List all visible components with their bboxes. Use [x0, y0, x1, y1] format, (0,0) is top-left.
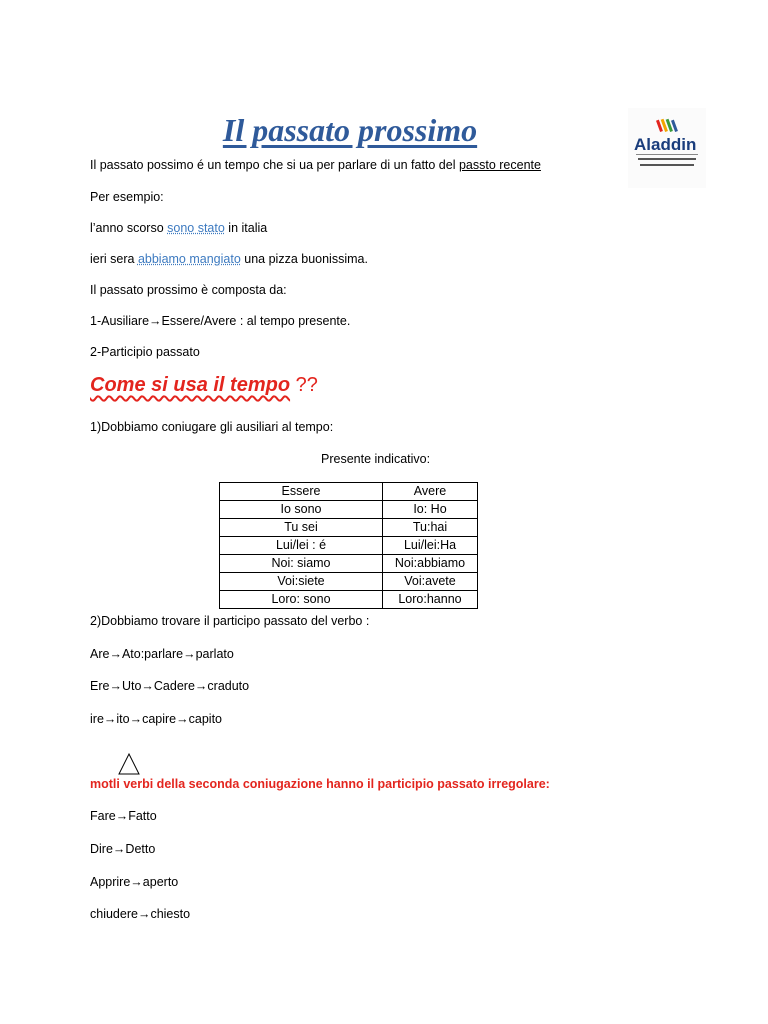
table-row — [220, 501, 478, 519]
irregular-verb: chiudere→chiesto — [90, 907, 191, 921]
example-2-end: una pizza buonissima. — [240, 252, 368, 266]
composed-line: Il passato prossimo è composta da: — [90, 283, 287, 297]
step-2: 2)Dobbiamo trovare il participo passato del verbo : — [90, 614, 370, 628]
table-cell: Loro:hanno — [383, 591, 478, 609]
logo-stripes-icon — [656, 119, 678, 132]
example-1 — [90, 221, 267, 235]
step-1: 1)Dobbiamo coniugare gli ausiliari al tempo: — [90, 420, 334, 434]
point-1: 1-Ausiliare→Essere/Avere : al tempo presente. — [90, 314, 351, 328]
example-1-start: l’anno scorso — [90, 221, 168, 235]
table-cell: Io: Ho — [383, 501, 478, 519]
column-header: Essere — [220, 483, 383, 501]
table-row — [220, 555, 478, 573]
table-header-row — [220, 483, 478, 501]
example-2 — [90, 252, 368, 266]
irregular-verb: Apprire→aperto — [90, 875, 179, 889]
aladdin-logo — [628, 108, 706, 188]
conjugation-table — [219, 482, 478, 609]
intro-line — [90, 158, 541, 172]
table-cell: Noi:abbiamo — [383, 555, 478, 573]
section-heading-text: Come si usa il tempo — [90, 374, 291, 396]
table-cell: Lui/lei:Ha — [383, 537, 478, 555]
section-heading — [90, 374, 318, 397]
svg-text:Aladdin: Aladdin — [634, 135, 697, 154]
warning-text: motli verbi della seconda coniugazione hanno il participio passato irregolare: — [90, 777, 550, 791]
table-cell: Tu:hai — [383, 519, 478, 537]
intro-text: Il passato possimo é un tempo che si ua per parlare di un fatto del — [90, 158, 459, 172]
table-row — [220, 591, 478, 609]
example-label: Per esempio: — [90, 190, 164, 204]
irregular-verb: Fare→Fatto — [90, 809, 157, 823]
table-caption: Presente indicativo: — [321, 452, 431, 466]
table-cell: Loro: sono — [220, 591, 383, 609]
table-row — [220, 519, 478, 537]
table-cell: Lui/lei : é — [220, 537, 383, 555]
table-cell: Io sono — [220, 501, 383, 519]
column-header: Avere — [383, 483, 478, 501]
table-cell: Tu sei — [220, 519, 383, 537]
example-2-start: ieri sera — [90, 252, 138, 266]
page-title: Il passato prossimo — [222, 112, 478, 148]
example-2-highlight: abbiamo mangiato — [137, 252, 241, 266]
table-cell: Voi:siete — [220, 573, 383, 591]
table-row — [220, 573, 478, 591]
point-2: 2-Participio passato — [90, 345, 200, 359]
irregular-verb: Dire→Detto — [90, 842, 156, 856]
rule-line: ire→ito→capire→capito — [90, 712, 222, 726]
rule-line: Are→Ato:parlare→parlato — [90, 647, 234, 661]
example-1-end: in italia — [224, 221, 268, 235]
table-cell: Voi:avete — [383, 573, 478, 591]
section-heading-suffix: ?? — [290, 374, 318, 396]
rule-line: Ere→Uto→Cadere→craduto — [90, 679, 250, 693]
intro-underlined: passto recente — [458, 158, 541, 172]
table-row — [220, 537, 478, 555]
example-1-highlight: sono stato — [167, 221, 225, 235]
table-cell: Noi: siamo — [220, 555, 383, 573]
